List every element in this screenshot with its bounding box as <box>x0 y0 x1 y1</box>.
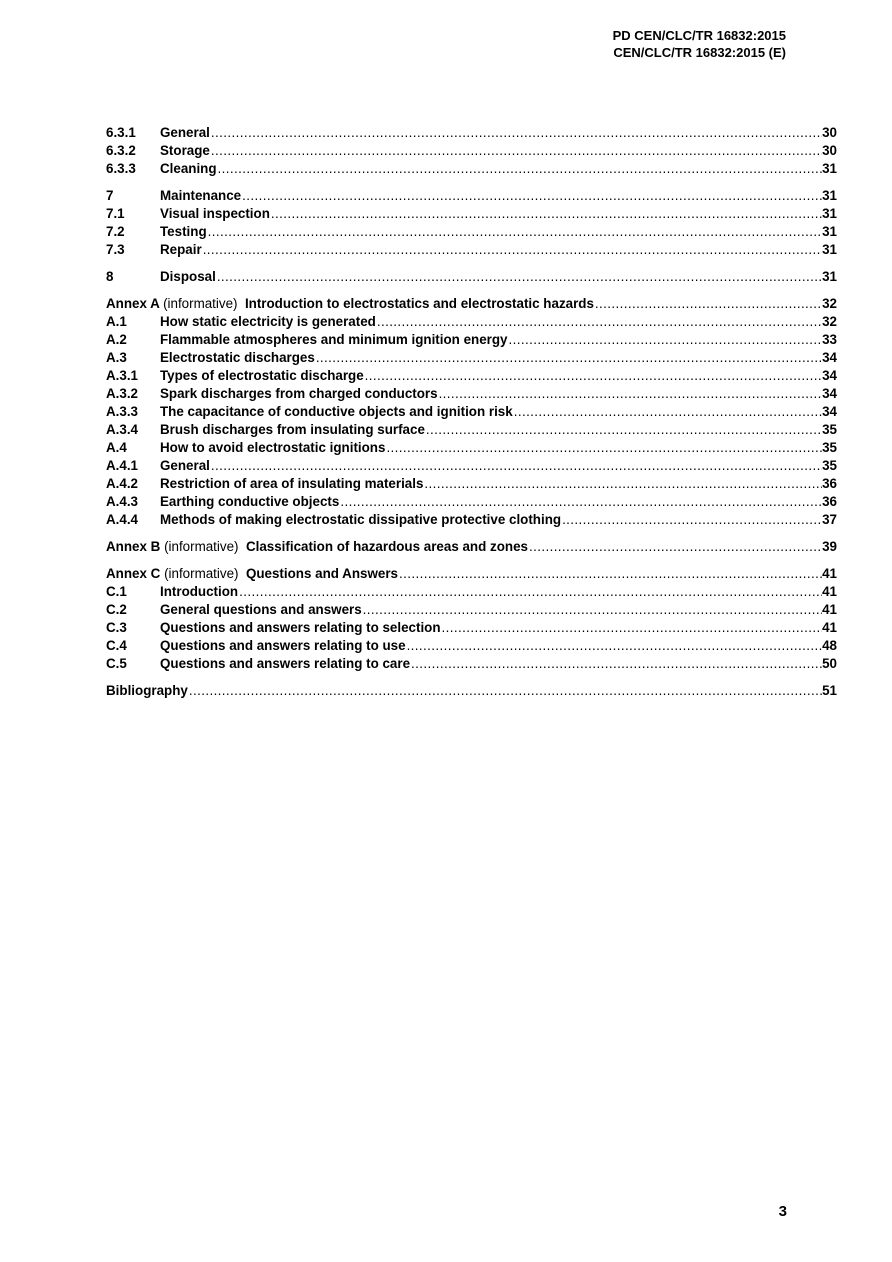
toc-entry-number: A.4.4 <box>106 512 139 527</box>
toc-dot-leader <box>399 565 822 583</box>
toc-entry-number: A.2 <box>106 332 127 347</box>
toc-dot-leader <box>211 124 822 142</box>
toc-entry-page: 31 <box>822 188 837 203</box>
toc-entry[interactable] <box>106 421 837 439</box>
toc-dot-leader <box>562 511 822 529</box>
toc-dot-leader <box>377 313 822 331</box>
toc-entry[interactable] <box>106 331 837 349</box>
toc-entry-title: Maintenance <box>160 188 242 203</box>
toc-dot-leader <box>363 601 822 619</box>
toc-entry-number: 7.3 <box>106 242 125 257</box>
toc-entry[interactable] <box>106 637 837 655</box>
toc-dot-leader <box>340 493 822 511</box>
toc-dot-leader <box>218 160 823 178</box>
toc-entry-page: 33 <box>822 332 837 347</box>
toc-entry-number: 7.1 <box>106 206 125 221</box>
toc-entry-number: C.2 <box>106 602 127 617</box>
toc-entry-title: Introduction <box>160 584 239 599</box>
toc-entry-page: 31 <box>822 242 837 257</box>
toc-entry-page: 32 <box>822 296 837 311</box>
toc-entry-number: A.3.1 <box>106 368 139 383</box>
toc-dot-leader <box>217 268 822 286</box>
toc-entry-page: 35 <box>822 440 837 455</box>
toc-entry-number: 7 <box>106 188 114 203</box>
toc-entry-title: Disposal <box>160 269 216 284</box>
toc-entry-title: Methods of making electrostatic dissipative protective clothing <box>160 512 562 527</box>
toc-entry-title: Questions and Answers <box>245 566 398 581</box>
toc-entry[interactable] <box>106 655 837 673</box>
toc-entry-number: A.4.1 <box>106 458 139 473</box>
toc-annex-id: Annex B <box>106 539 161 554</box>
toc-entry[interactable] <box>106 565 837 583</box>
toc-entry[interactable] <box>106 313 837 331</box>
toc-dot-leader <box>529 538 822 556</box>
toc-entry-title: Restriction of area of insulating materials <box>160 476 424 491</box>
toc-entry[interactable] <box>106 511 837 529</box>
toc-annex-informative: (informative) <box>163 296 238 311</box>
toc-entry-page: 48 <box>822 638 837 653</box>
toc-entry-page: 31 <box>822 269 837 284</box>
toc-entry[interactable] <box>106 493 837 511</box>
toc-entry-title: Types of electrostatic discharge <box>160 368 364 383</box>
toc-entry[interactable] <box>106 205 837 223</box>
toc-dot-leader <box>208 223 822 241</box>
toc-entry-page: 36 <box>822 476 837 491</box>
toc-dot-leader <box>514 403 822 421</box>
toc-entry[interactable] <box>106 124 837 142</box>
toc-entry-title: General <box>160 458 210 473</box>
toc-dot-leader <box>386 439 822 457</box>
toc-dot-leader <box>211 142 822 160</box>
toc-entry-page: 51 <box>822 683 837 698</box>
toc-entry-page: 37 <box>822 512 837 527</box>
toc-entry-page: 31 <box>822 161 837 176</box>
toc-annex-label <box>106 295 245 313</box>
toc-entry[interactable] <box>106 160 837 178</box>
toc-dot-leader <box>407 637 823 655</box>
toc-entry-title: Classification of hazardous areas and zones <box>245 539 528 554</box>
toc-dot-leader <box>316 349 822 367</box>
toc-entry-title: General <box>160 125 210 140</box>
toc-entry-title: The capacitance of conductive objects and ignition risk <box>160 404 513 419</box>
toc-entry-title: Electrostatic discharges <box>160 350 315 365</box>
toc-entry[interactable] <box>106 268 837 286</box>
toc-entry-number: 7.2 <box>106 224 125 239</box>
toc-dot-leader <box>508 331 822 349</box>
toc-entry-page: 30 <box>822 143 837 158</box>
toc-entry-title: Flammable atmospheres and minimum ignition energy <box>160 332 508 347</box>
toc-entry-page: 50 <box>822 656 837 671</box>
toc-entry-title: Testing <box>160 224 207 239</box>
toc-entry-title: Brush discharges from insulating surface <box>160 422 425 437</box>
toc-entry[interactable] <box>106 223 837 241</box>
toc-entry-title: Earthing conductive objects <box>160 494 340 509</box>
toc-entry[interactable] <box>106 583 837 601</box>
toc-entry[interactable] <box>106 241 837 259</box>
toc-entry[interactable] <box>106 601 837 619</box>
toc-entry-page: 31 <box>822 206 837 221</box>
document-header <box>613 27 786 61</box>
toc-entry-title: Questions and answers relating to care <box>160 656 411 671</box>
toc-dot-leader <box>411 655 822 673</box>
toc-entry-title: General questions and answers <box>160 602 362 617</box>
toc-entry-number: A.3 <box>106 350 127 365</box>
toc-dot-leader <box>271 205 822 223</box>
toc-dot-leader <box>442 619 823 637</box>
toc-entry[interactable] <box>106 349 837 367</box>
toc-entry[interactable] <box>106 475 837 493</box>
toc-entry-title: Introduction to electrostatics and electrostatic hazards <box>244 296 594 311</box>
toc-entry-number: C.5 <box>106 656 127 671</box>
toc-dot-leader <box>365 367 822 385</box>
toc-entry-page: 39 <box>822 539 837 554</box>
toc-annex-id: Annex C <box>106 566 161 581</box>
toc-dot-leader <box>211 457 822 475</box>
toc-entry-page: 41 <box>822 602 837 617</box>
toc-entry-number: 6.3.1 <box>106 125 136 140</box>
toc-dot-leader <box>242 187 822 205</box>
toc-annex-informative: (informative) <box>164 566 239 581</box>
toc-entry-number: C.4 <box>106 638 127 653</box>
toc-entry-number: A.4.3 <box>106 494 139 509</box>
toc-entry[interactable] <box>106 367 837 385</box>
toc-entry[interactable] <box>106 439 837 457</box>
toc-entry-page: 41 <box>822 584 837 599</box>
document-id-line-2: CEN/CLC/TR 16832:2015 (E) <box>613 45 786 60</box>
toc-entry-page: 41 <box>822 566 837 581</box>
toc-entry-number: C.1 <box>106 584 127 599</box>
table-of-contents <box>106 124 837 700</box>
toc-entry-number: A.3.2 <box>106 386 139 401</box>
toc-entry-page: 35 <box>822 422 837 437</box>
toc-dot-leader <box>595 295 822 313</box>
toc-entry[interactable] <box>106 403 837 421</box>
toc-annex-label <box>106 538 246 556</box>
toc-entry-page: 31 <box>822 224 837 239</box>
toc-entry[interactable] <box>106 385 837 403</box>
toc-entry-title: Questions and answers relating to selection <box>160 620 441 635</box>
toc-entry[interactable] <box>106 295 837 313</box>
toc-entry-page: 34 <box>822 386 837 401</box>
toc-entry[interactable] <box>106 187 837 205</box>
toc-entry-page: 34 <box>822 350 837 365</box>
toc-entry-title: How static electricity is generated <box>160 314 376 329</box>
toc-entry[interactable] <box>106 619 837 637</box>
toc-entry[interactable] <box>106 457 837 475</box>
toc-entry-number: A.3.3 <box>106 404 139 419</box>
toc-dot-leader <box>439 385 823 403</box>
toc-entry-page: 34 <box>822 368 837 383</box>
document-id-line-1: PD CEN/CLC/TR 16832:2015 <box>612 28 786 43</box>
toc-entry-number: 8 <box>106 269 114 284</box>
toc-entry-page: 41 <box>822 620 837 635</box>
page-number: 3 <box>778 1203 787 1220</box>
toc-entry-title: Questions and answers relating to use <box>160 638 406 653</box>
toc-entry-number: 6.3.3 <box>106 161 136 176</box>
toc-entry-page: 34 <box>822 404 837 419</box>
toc-entry-title: Repair <box>160 242 202 257</box>
toc-entry-number: A.1 <box>106 314 127 329</box>
toc-dot-leader <box>424 475 822 493</box>
toc-entry-title: Spark discharges from charged conductors <box>160 386 438 401</box>
toc-annex-informative: (informative) <box>164 539 239 554</box>
toc-entry-title: Bibliography <box>106 683 188 698</box>
toc-entry[interactable] <box>106 538 837 556</box>
toc-entry-number: C.3 <box>106 620 127 635</box>
toc-dot-leader <box>203 241 822 259</box>
toc-entry-page: 36 <box>822 494 837 509</box>
toc-entry-title: Storage <box>160 143 210 158</box>
toc-entry-title: Visual inspection <box>160 206 270 221</box>
toc-annex-label <box>106 565 246 583</box>
toc-dot-leader <box>189 682 822 700</box>
toc-entry-page: 30 <box>822 125 837 140</box>
toc-entry-number: 6.3.2 <box>106 143 136 158</box>
toc-entry-number: A.4 <box>106 440 127 455</box>
toc-entry-page: 35 <box>822 458 837 473</box>
toc-entry-number: A.4.2 <box>106 476 139 491</box>
toc-entry[interactable] <box>106 682 837 700</box>
toc-dot-leader <box>426 421 822 439</box>
toc-dot-leader <box>239 583 822 601</box>
toc-entry[interactable] <box>106 142 837 160</box>
toc-entry-number: A.3.4 <box>106 422 139 437</box>
toc-entry-page: 32 <box>822 314 837 329</box>
toc-entry-title: How to avoid electrostatic ignitions <box>160 440 386 455</box>
toc-annex-id: Annex A <box>106 296 160 311</box>
toc-entry-title: Cleaning <box>160 161 217 176</box>
